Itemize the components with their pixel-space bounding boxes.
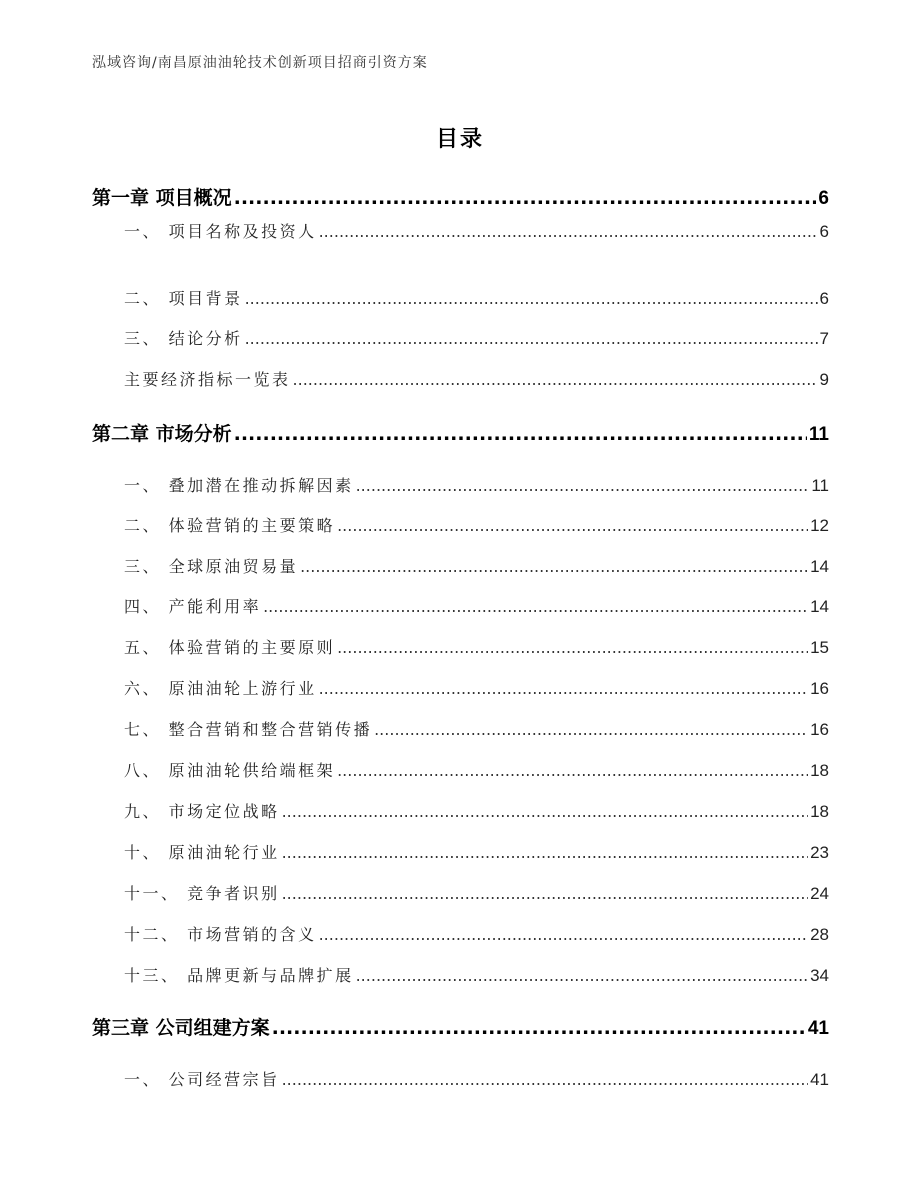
toc-section-entry[interactable] <box>92 717 829 740</box>
toc-chapter-entry[interactable] <box>92 183 829 210</box>
dot-leader <box>319 925 808 944</box>
toc-page-number: 15 <box>810 638 829 657</box>
dot-leader <box>319 222 818 241</box>
toc-entry-label: 二、 体验营销的主要策略 <box>124 516 336 535</box>
dot-leader <box>356 966 808 985</box>
toc-page-number: 34 <box>810 966 829 985</box>
toc-page-number: 18 <box>810 761 829 780</box>
toc-entry-label: 一、 叠加潜在推动拆解因素 <box>124 476 354 495</box>
toc-section-entry[interactable] <box>92 326 829 349</box>
dot-leader <box>245 329 818 348</box>
toc-page-number: 9 <box>819 370 829 389</box>
toc-entry-label: 十、 原油油轮行业 <box>124 843 280 862</box>
toc-section-entry[interactable] <box>92 554 829 577</box>
toc-chapter-entry[interactable] <box>92 1013 829 1040</box>
toc-page-number: 7 <box>819 329 829 348</box>
toc-entry-label: 十三、 品牌更新与品牌扩展 <box>124 966 354 985</box>
toc-entry-label: 八、 原油油轮供给端框架 <box>124 761 336 780</box>
toc-entry-label: 三、 全球原油贸易量 <box>124 557 299 576</box>
toc-section-entry[interactable] <box>92 219 829 242</box>
toc-entry-label: 第二章 市场分析 <box>92 423 232 445</box>
toc-page-number: 16 <box>810 679 829 698</box>
dot-leader <box>319 679 808 698</box>
toc-section-entry[interactable] <box>92 594 829 617</box>
dot-leader <box>263 597 808 616</box>
toc-entry-label: 三、 结论分析 <box>124 329 243 348</box>
toc-entry-label: 六、 原油油轮上游行业 <box>124 679 317 698</box>
dot-leader <box>356 476 810 495</box>
toc-section-entry[interactable] <box>92 286 829 309</box>
toc-page-number: 16 <box>810 720 829 739</box>
toc-page-number: 28 <box>810 925 829 944</box>
dot-leader <box>337 638 808 657</box>
dot-leader <box>234 423 807 445</box>
toc-entry-label: 主要经济指标一览表 <box>124 370 291 389</box>
toc-page-number: 23 <box>810 843 829 862</box>
toc-page-number: 14 <box>810 557 829 576</box>
toc-entry-label: 十二、 市场营销的含义 <box>124 925 317 944</box>
dot-leader <box>337 761 808 780</box>
toc-page-number: 24 <box>810 884 829 903</box>
toc-page-number: 11 <box>808 424 829 445</box>
toc-entry-label: 九、 市场定位战略 <box>124 802 280 821</box>
toc-page-number: 6 <box>819 222 829 241</box>
dot-leader <box>282 1070 808 1089</box>
toc-entry-label: 一、 项目名称及投资人 <box>124 222 317 241</box>
running-header: 泓域咨询/南昌原油油轮技术创新项目招商引资方案 <box>92 55 428 71</box>
toc-entry-label: 十一、 竞争者识别 <box>124 884 280 903</box>
dot-leader <box>282 884 808 903</box>
toc-page-number: 11 <box>811 476 829 495</box>
toc-page-number: 14 <box>810 597 829 616</box>
toc-section-entry[interactable] <box>92 881 829 904</box>
dot-leader <box>337 516 808 535</box>
toc-entry-label: 第三章 公司组建方案 <box>92 1017 270 1039</box>
toc-section-entry[interactable] <box>92 922 829 945</box>
toc-section-entry[interactable] <box>92 676 829 699</box>
toc-entry-label: 五、 体验营销的主要原则 <box>124 638 336 657</box>
toc-section-entry[interactable] <box>92 473 829 496</box>
dot-leader <box>272 1017 806 1039</box>
dot-leader <box>293 370 818 389</box>
toc-page-number: 6 <box>818 188 829 209</box>
toc-chapter-entry[interactable] <box>92 419 829 446</box>
toc-section-entry[interactable] <box>92 963 829 986</box>
toc-section-entry[interactable] <box>92 840 829 863</box>
toc-entry-label: 一、 公司经营宗旨 <box>124 1070 280 1089</box>
dot-leader <box>282 843 808 862</box>
toc-page-number: 12 <box>810 516 829 535</box>
toc-page-number: 41 <box>810 1070 829 1089</box>
toc-page-number: 6 <box>819 289 829 308</box>
toc-page-number: 41 <box>807 1018 829 1039</box>
dot-leader <box>300 557 808 576</box>
toc-section-entry[interactable] <box>92 1067 829 1090</box>
toc-page-number: 18 <box>810 802 829 821</box>
toc-entry-label: 二、 项目背景 <box>124 289 243 308</box>
toc-entry-label: 四、 产能利用率 <box>124 597 262 616</box>
dot-leader <box>282 802 808 821</box>
toc-section-entry[interactable] <box>92 513 829 536</box>
toc-section-entry[interactable] <box>92 635 829 658</box>
dot-leader <box>245 289 818 308</box>
toc-section-entry[interactable] <box>92 799 829 822</box>
dot-leader <box>234 187 817 209</box>
toc-entry-label: 七、 整合营销和整合营销传播 <box>124 720 373 739</box>
toc-section-entry[interactable] <box>92 758 829 781</box>
toc-section-entry[interactable] <box>92 367 829 390</box>
toc-entry-label: 第一章 项目概况 <box>92 187 232 209</box>
dot-leader <box>374 720 808 739</box>
page-title: 目录 <box>435 127 484 152</box>
